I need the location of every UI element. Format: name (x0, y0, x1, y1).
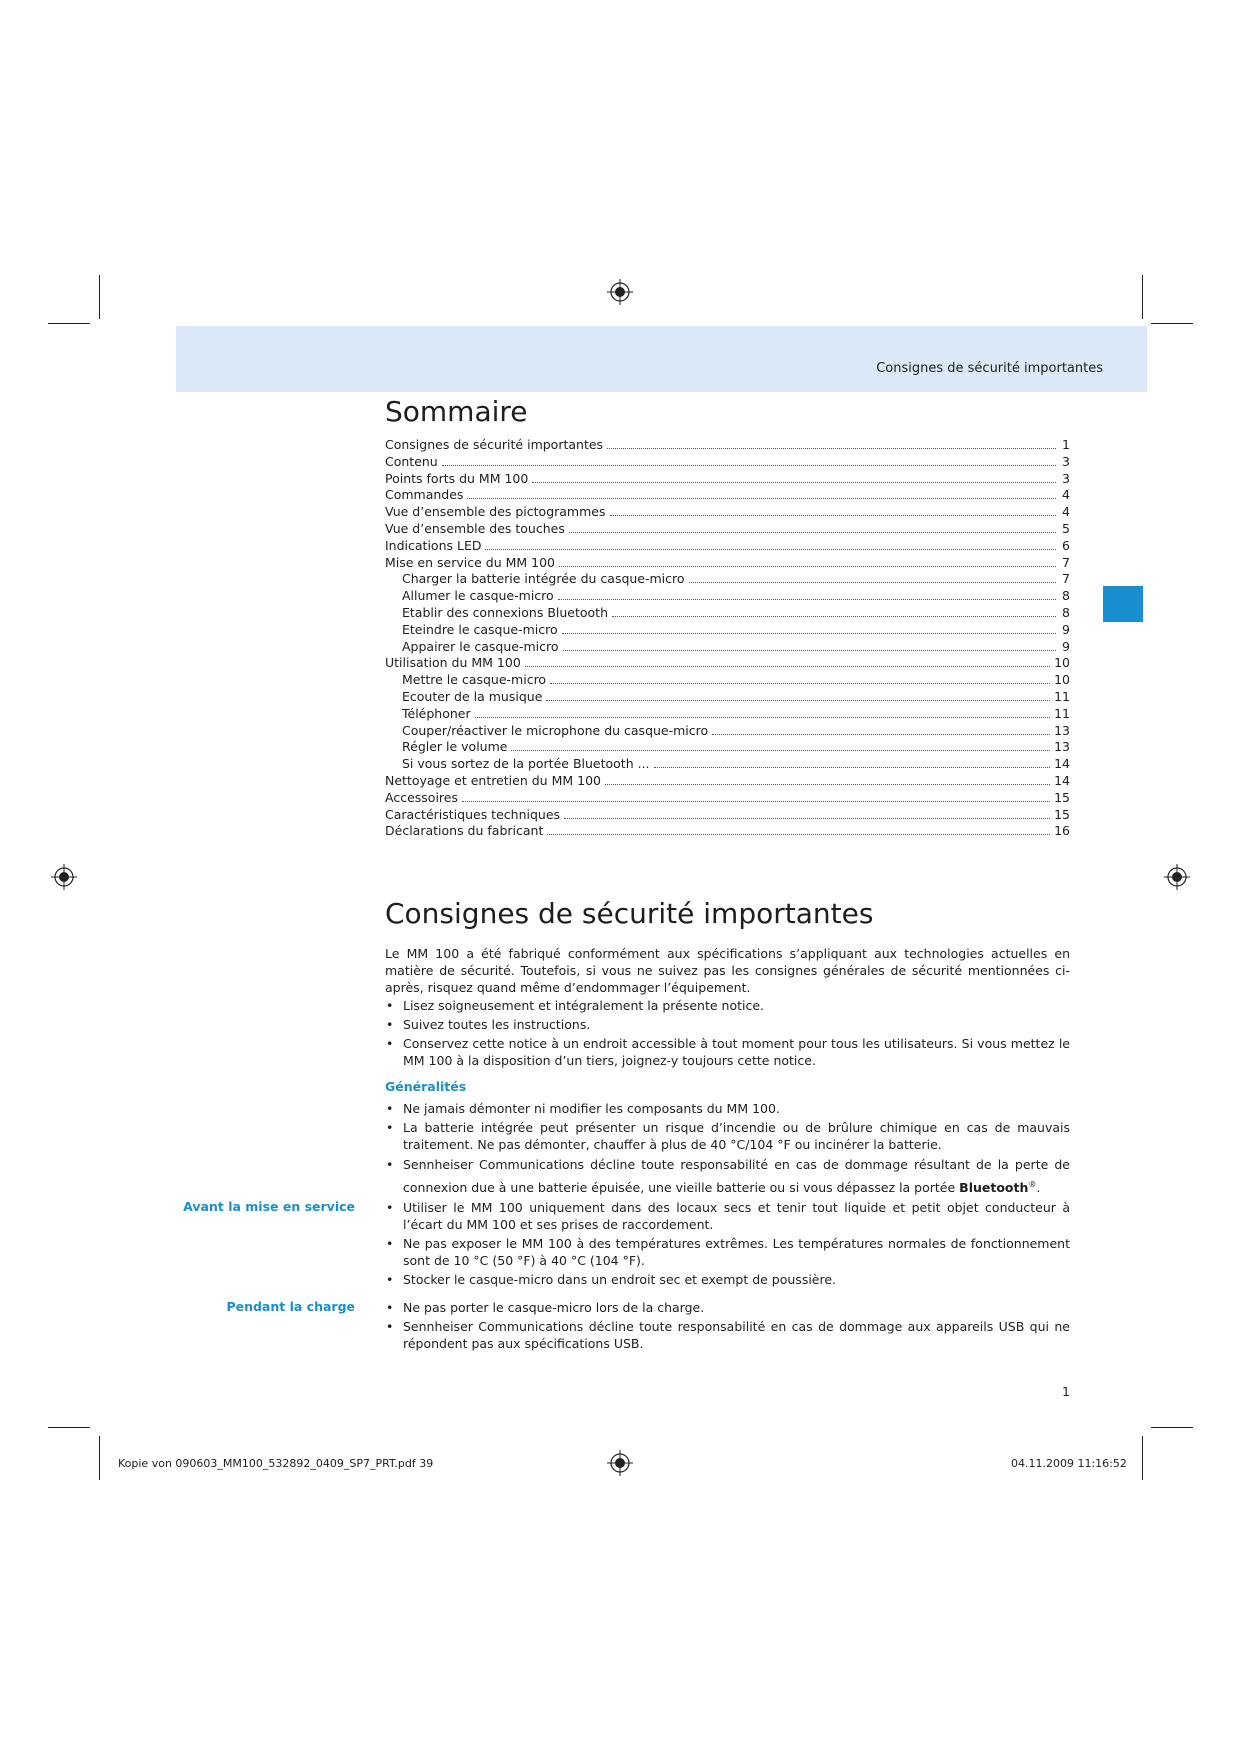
toc-entry-page: 15 (1054, 806, 1070, 822)
toc-entry-page: 11 (1054, 705, 1070, 721)
chapter-tab (1103, 586, 1143, 622)
toc-entry-page: 3 (1062, 470, 1070, 486)
registration-mark-icon (51, 864, 77, 890)
toc-entry-title: Si vous sortez de la portée Bluetooth ... (402, 756, 650, 772)
toc-leader-dots (558, 588, 1056, 600)
toc-leader-dots (562, 622, 1056, 634)
toc-entry-page: 11 (1054, 688, 1070, 704)
toc-entry-title: Vue d’ensemble des pictogrammes (385, 504, 606, 520)
toc-entry-title: Caractéristiques techniques (385, 806, 561, 822)
toc-entry[interactable] (385, 723, 1070, 740)
toc-entry-title: Points forts du MM 100 (385, 470, 529, 486)
toc-entry-page: 10 (1054, 655, 1070, 671)
side-label-before: Avant la mise en service (183, 1199, 355, 1214)
toc-entry-page: 10 (1054, 672, 1070, 688)
list-item: • Suivez toutes les instructions. (385, 1016, 1070, 1033)
toc-entry-title: Ecouter de la musique (402, 688, 543, 704)
toc-entry[interactable] (385, 807, 1070, 824)
toc-entry-title: Mettre le casque-micro (402, 672, 547, 688)
crop-mark (1151, 1427, 1193, 1428)
toc-leader-dots (475, 706, 1050, 718)
toc-leader-dots (559, 555, 1056, 567)
toc-entry[interactable] (385, 571, 1070, 588)
toc-entry-page: 4 (1062, 487, 1070, 503)
crop-mark (99, 275, 100, 319)
toc-leader-dots (712, 723, 1050, 735)
toc-entry-page: 7 (1062, 554, 1070, 570)
toc-entry-title: Allumer le casque-micro (402, 588, 554, 604)
crop-mark (1142, 275, 1143, 319)
toc-entry[interactable] (385, 773, 1070, 790)
toc-entry[interactable] (385, 487, 1070, 504)
toc-entry-title: Charger la batterie intégrée du casque-micro (402, 571, 685, 587)
charging-bullets (385, 1299, 1070, 1352)
toc-entry[interactable] (385, 706, 1070, 723)
toc-leader-dots (563, 639, 1057, 651)
list-item: • Sennheiser Communications décline toute responsabilité en cas de dommage aux appareils USB qui ne répondent pas aux spécifications USB. (385, 1318, 1070, 1352)
toc-entry-page: 16 (1054, 823, 1070, 839)
toc-entry-title: Eteindre le casque-micro (402, 621, 558, 637)
toc-entry-title: Nettoyage et entretien du MM 100 (385, 772, 601, 788)
intro-paragraph: Le MM 100 a été fabriqué conformément aux spécifications s’appliquant aux technologies actuelles en matière de sécurité. Toutefois, si vous ne suivez pas les consignes générales de sécurité mentionnées ci-après, risquez quand même d’endommager l’équipement. (385, 946, 1070, 995)
toc-entry[interactable] (385, 555, 1070, 572)
toc-leader-dots (547, 823, 1050, 835)
toc-entry-page: 7 (1062, 571, 1070, 587)
toc-leader-dots (610, 504, 1057, 516)
toc-entry[interactable] (385, 471, 1070, 488)
toc-entry-title: Commandes (385, 487, 464, 503)
toc-entry-page: 14 (1054, 756, 1070, 772)
running-header: Consignes de sécurité importantes (876, 361, 1103, 376)
toc-entry[interactable] (385, 521, 1070, 538)
toc-entry[interactable] (385, 639, 1070, 656)
toc-entry-title: Consignes de sécurité importantes (385, 437, 604, 452)
crop-mark (99, 1436, 100, 1480)
toc-entry-page: 15 (1054, 789, 1070, 805)
toc-entry[interactable] (385, 622, 1070, 639)
toc-entry[interactable] (385, 588, 1070, 605)
toc-entry-page: 4 (1062, 504, 1070, 520)
toc-entry[interactable] (385, 538, 1070, 555)
list-item: • Stocker le casque-micro dans un endroit sec et exempt de poussière. (385, 1271, 1070, 1288)
toc-leader-dots (485, 538, 1056, 550)
list-item: • Ne jamais démonter ni modifier les composants du MM 100. (385, 1100, 1070, 1117)
general-bullets (385, 1100, 1070, 1198)
toc-entry-title: Déclarations du fabricant (385, 823, 544, 839)
toc-leader-dots (654, 756, 1051, 768)
list-item: • Utiliser le MM 100 uniquement dans des locaux secs et tenir tout liquide et petit objet conducteur à l’écart du MM 100 et ses prises de raccordement. (385, 1199, 1070, 1233)
toc-entry-page: 1 (1062, 437, 1070, 452)
list-item (385, 1155, 1070, 1198)
list-item-text: Sennheiser Communications décline toute responsabilité en cas de dommage résultant de la perte de connexion due à une batterie épuisée, une vieille batterie ou si vous dépassez la portée (403, 1157, 1070, 1196)
toc-entry[interactable] (385, 655, 1070, 672)
header-band (176, 326, 1147, 392)
toc-leader-dots (546, 689, 1050, 701)
toc-leader-dots (442, 454, 1056, 466)
toc-entry-title: Contenu (385, 453, 438, 469)
toc-entry-title: Mise en service du MM 100 (385, 554, 556, 570)
crop-mark (1151, 323, 1193, 324)
toc-entry-page: 13 (1054, 739, 1070, 755)
list-item: • Lisez soigneusement et intégralement la présente notice. (385, 997, 1070, 1014)
footer-timestamp: 04.11.2009 11:16:52 (1011, 1457, 1127, 1470)
toc-entry[interactable] (385, 689, 1070, 706)
intro-bullets (385, 997, 1070, 1069)
registration-mark-icon (1164, 864, 1190, 890)
before-bullets (385, 1199, 1070, 1288)
list-item-end: . (1036, 1180, 1041, 1196)
page-number: 1 (1062, 1384, 1070, 1399)
toc-entry-page: 9 (1062, 638, 1070, 654)
toc-entry-title: Régler le volume (402, 739, 508, 755)
list-item: • Ne pas exposer le MM 100 à des températures extrêmes. Les températures normales de fonctionnement sont de 10 °C (50 °F) à 40 °C (104 °F). (385, 1235, 1070, 1269)
registration-mark-icon (607, 1450, 633, 1476)
list-item: • La batterie intégrée peut présenter un risque d’incendie ou de brûlure chimique en cas de mauvais traitement. Ne pas démonter, chauffer à plus de 40 °C/104 °F ou incinérer la batterie. (385, 1119, 1070, 1153)
toc-entry-page: 9 (1062, 621, 1070, 637)
toc-entry-title: Téléphoner (402, 705, 471, 721)
toc-leader-dots (525, 655, 1050, 667)
toc-entry[interactable] (385, 672, 1070, 689)
toc-entry-page: 8 (1062, 588, 1070, 604)
toc-leader-dots (612, 605, 1056, 617)
toc-title: Sommaire (385, 395, 528, 428)
toc-entry-page: 5 (1062, 520, 1070, 536)
toc-leader-dots (550, 672, 1050, 684)
section-title: Consignes de sécurité importantes (385, 897, 874, 930)
toc-entry-page: 13 (1054, 722, 1070, 738)
toc-entry[interactable] (385, 437, 1070, 454)
subheading-generalites: Généralités (385, 1079, 467, 1094)
toc-leader-dots (605, 773, 1050, 785)
side-label-charging: Pendant la charge (226, 1299, 355, 1314)
toc-leader-dots (462, 790, 1050, 802)
toc-entry[interactable] (385, 739, 1070, 756)
toc-entry-page: 14 (1054, 772, 1070, 788)
toc-entry-page: 8 (1062, 604, 1070, 620)
toc-entry[interactable] (385, 823, 1070, 840)
toc-leader-dots (467, 487, 1056, 499)
toc-leader-dots (569, 521, 1056, 533)
crop-mark (48, 1427, 90, 1428)
toc-entry-title: Indications LED (385, 537, 482, 553)
toc-leader-dots (607, 437, 1056, 449)
toc-leader-dots (564, 807, 1050, 819)
toc-leader-dots (511, 739, 1050, 751)
toc-entry-page: 3 (1062, 453, 1070, 469)
list-item: • Ne pas porter le casque-micro lors de la charge. (385, 1299, 1070, 1316)
toc-entry-title: Utilisation du MM 100 (385, 655, 521, 671)
toc-leader-dots (532, 471, 1056, 483)
toc-entry-title: Accessoires (385, 789, 458, 805)
registration-mark-icon (607, 279, 633, 305)
toc-leader-dots (689, 571, 1056, 583)
toc-entry-title: Appairer le casque-micro (402, 638, 559, 654)
registered-mark: ® (1028, 1180, 1037, 1189)
crop-mark (48, 323, 90, 324)
toc-entry[interactable] (385, 605, 1070, 622)
list-item: • Conservez cette notice à un endroit accessible à tout moment pour tous les utilisateurs. Si vous mettez le MM 100 à la disposition d’un tiers, joignez-y toujours cette notice. (385, 1035, 1070, 1069)
bluetooth-term: Bluetooth (959, 1180, 1029, 1196)
toc-entry-title: Couper/réactiver le microphone du casque-micro (402, 722, 709, 738)
toc-entry-title: Vue d’ensemble des touches (385, 520, 565, 536)
toc-entry[interactable] (385, 790, 1070, 807)
toc-entry[interactable] (385, 454, 1070, 471)
toc-entry-page: 6 (1062, 537, 1070, 553)
toc-entry[interactable] (385, 504, 1070, 521)
footer-filename: Kopie von 090603_MM100_532892_0409_SP7_PRT.pdf 39 (118, 1457, 434, 1470)
table-of-contents (385, 437, 1070, 840)
toc-entry[interactable] (385, 756, 1070, 773)
toc-entry-title: Etablir des connexions Bluetooth (402, 604, 609, 620)
crop-mark (1142, 1436, 1143, 1480)
